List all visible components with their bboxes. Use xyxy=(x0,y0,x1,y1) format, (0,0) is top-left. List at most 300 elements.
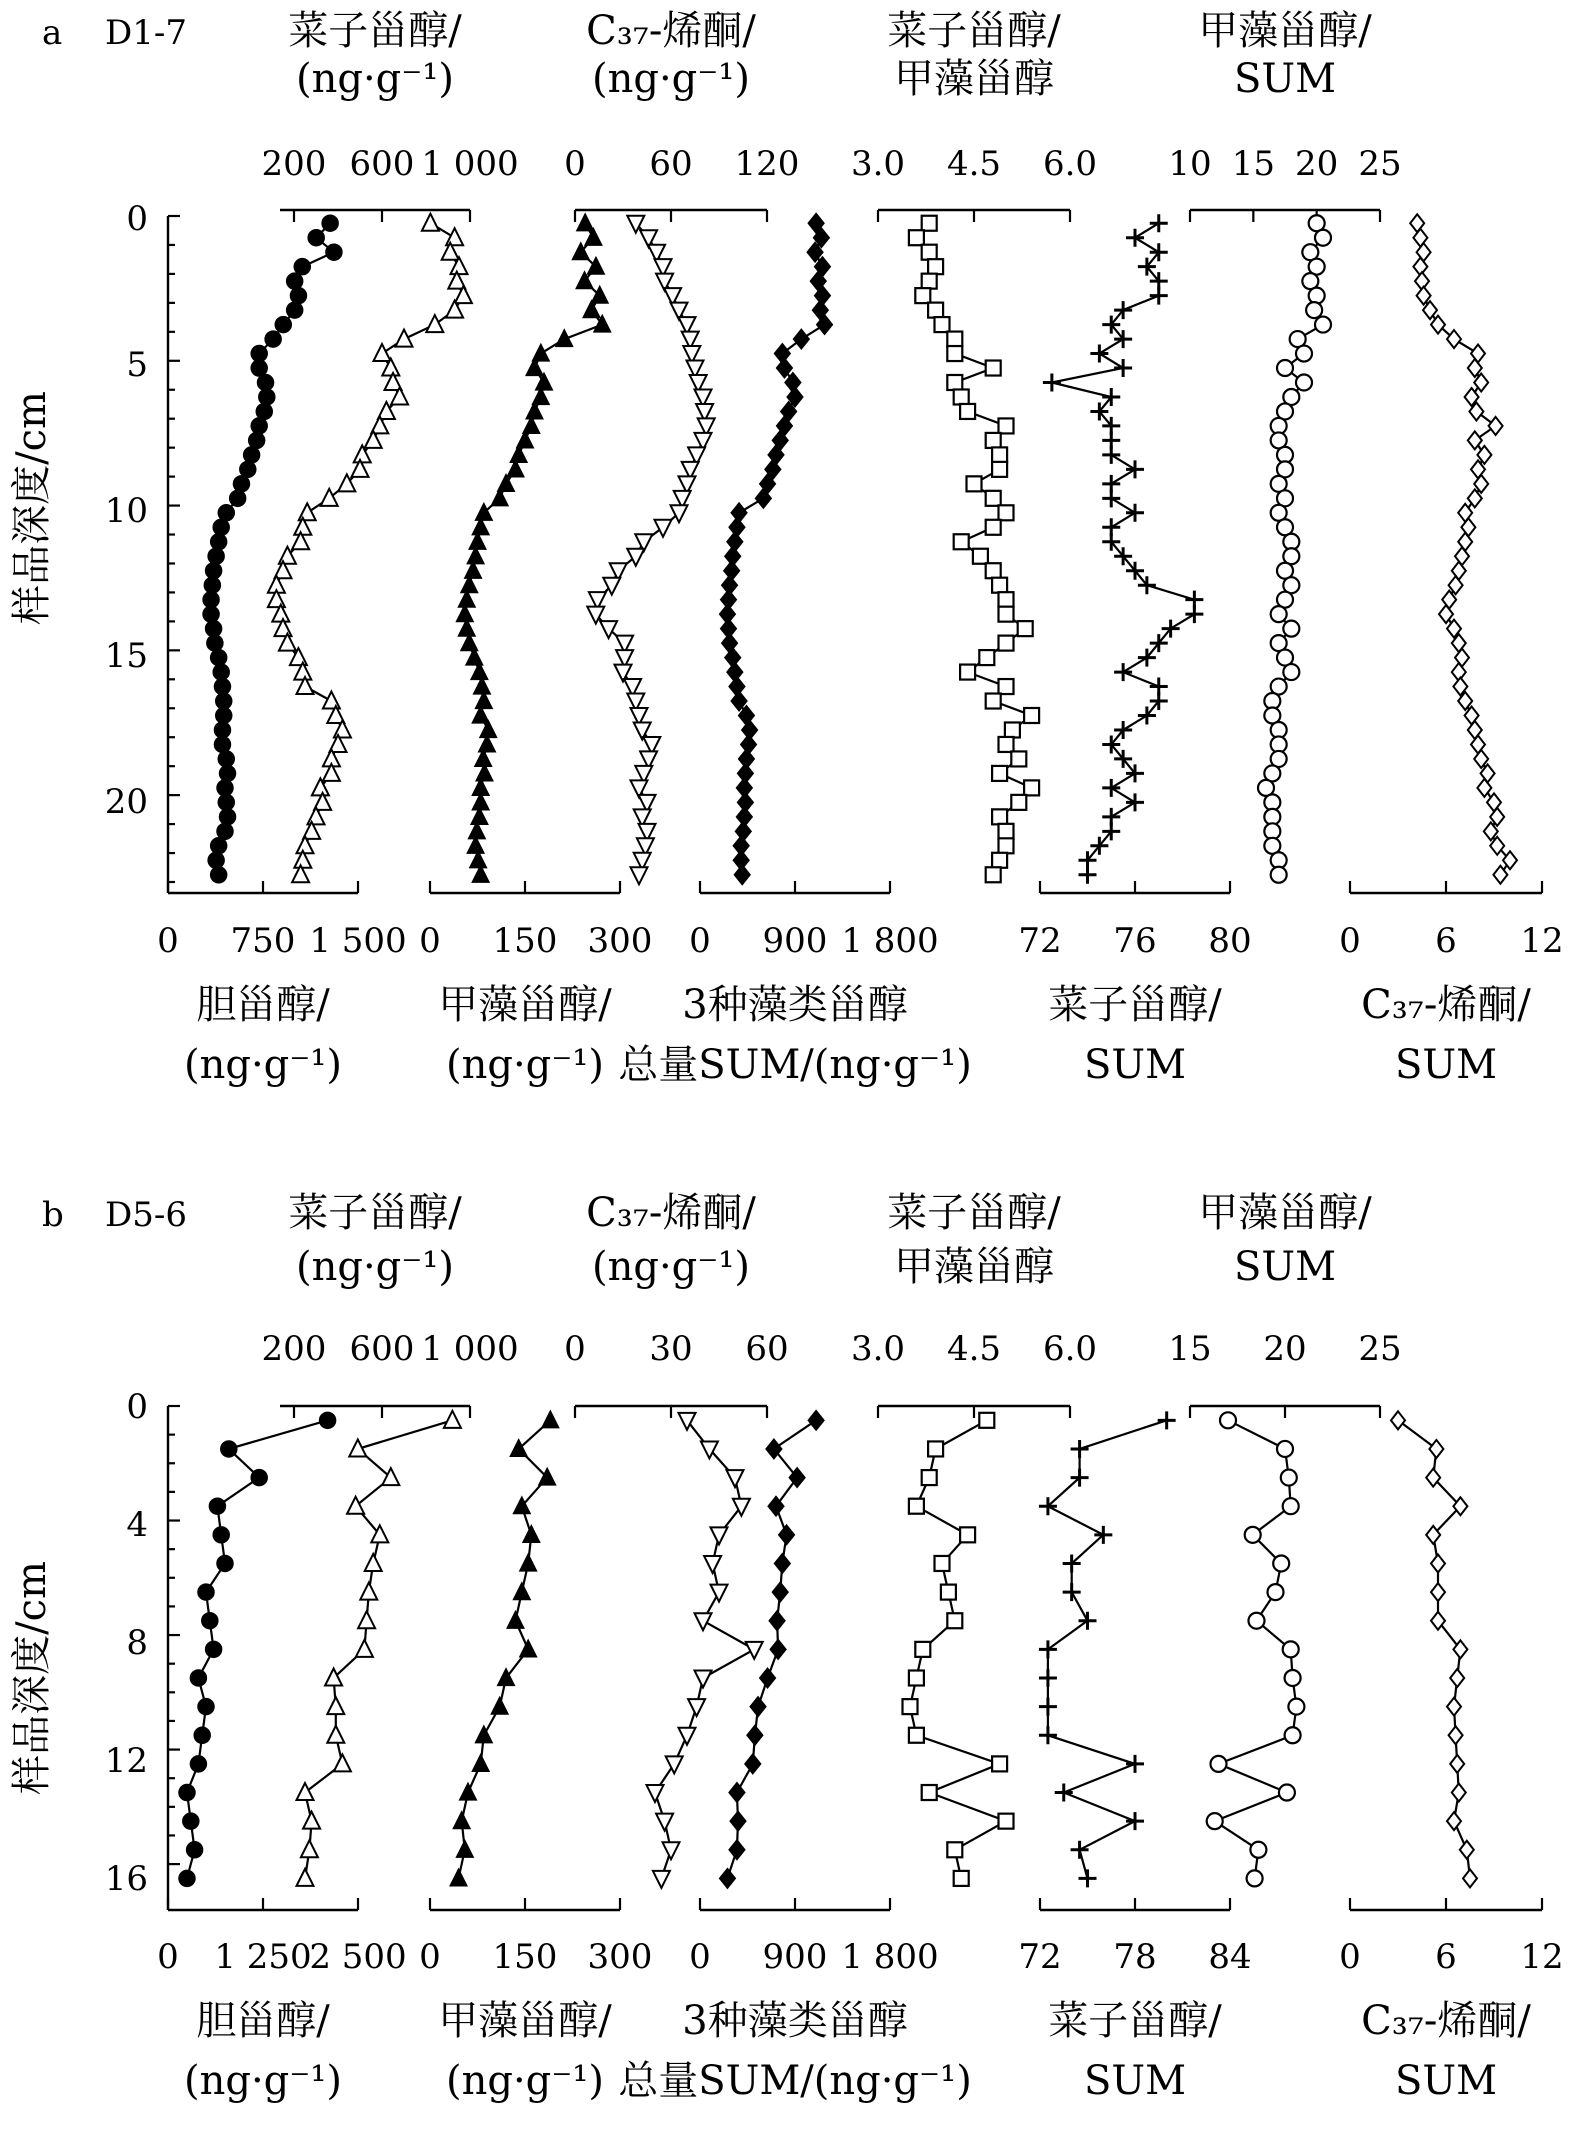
data-point xyxy=(1024,780,1039,795)
data-point xyxy=(202,1613,218,1629)
data-point xyxy=(1296,375,1312,391)
data-point xyxy=(999,824,1014,839)
value-tick-label: 300 xyxy=(587,921,653,961)
panel-b-y-tick-label: 16 xyxy=(104,1859,148,1899)
data-point xyxy=(209,1498,225,1514)
data-point xyxy=(1271,867,1287,883)
data-point xyxy=(475,1726,492,1743)
data-point xyxy=(1024,708,1039,723)
data-point xyxy=(220,809,236,825)
series-axis-title: (ng·g⁻¹) xyxy=(445,2058,605,2104)
value-tick-label: 0 xyxy=(1339,1937,1361,1977)
data-point xyxy=(203,592,219,608)
data-point xyxy=(1011,751,1026,766)
data-point xyxy=(1279,1785,1295,1801)
series-axis-title: 3种藻类甾醇 xyxy=(682,1998,908,2044)
data-point xyxy=(1489,417,1503,435)
value-tick-label: 120 xyxy=(734,144,800,184)
data-point xyxy=(1273,1555,1289,1571)
data-point xyxy=(251,418,267,434)
data-point xyxy=(1102,779,1120,797)
series-axis-title: SUM xyxy=(1083,2058,1187,2104)
data-point xyxy=(915,288,930,303)
data-point xyxy=(774,1553,790,1573)
series-axis-title: (ng·g⁻¹) xyxy=(445,1042,605,1088)
value-tick-label: 300 xyxy=(587,1937,653,1977)
data-point xyxy=(287,273,303,289)
series-axis-title: SUM xyxy=(1233,1244,1337,1290)
value-tick-label: 150 xyxy=(492,921,558,961)
value-tick-label: 20 xyxy=(1295,144,1339,184)
data-point xyxy=(190,1756,206,1772)
data-point xyxy=(1315,317,1331,333)
data-point xyxy=(230,490,246,506)
data-point xyxy=(954,534,969,549)
data-point xyxy=(1447,330,1461,348)
data-point xyxy=(992,462,1007,477)
data-point xyxy=(301,1840,318,1857)
data-point xyxy=(218,751,234,767)
data-point xyxy=(967,476,982,491)
panel-b-letter: b xyxy=(42,1195,64,1235)
data-point xyxy=(909,1728,924,1743)
data-point xyxy=(453,1812,470,1829)
panel-a-station: D1-7 xyxy=(105,13,188,53)
data-point xyxy=(1283,664,1299,680)
data-point xyxy=(297,1869,314,1886)
data-point xyxy=(249,432,265,448)
profile-line xyxy=(459,1420,551,1878)
data-point xyxy=(299,503,316,520)
value-tick-label: 3.0 xyxy=(850,1329,906,1369)
data-point xyxy=(217,1555,233,1571)
data-point xyxy=(513,1583,530,1600)
data-point xyxy=(450,1869,467,1886)
series-axis-title: 甲藻甾醇/ xyxy=(438,1998,612,2044)
data-point xyxy=(1277,360,1293,376)
data-point xyxy=(244,447,260,463)
data-point xyxy=(928,303,943,318)
data-point xyxy=(922,1785,937,1800)
data-point xyxy=(647,1785,664,1802)
data-point xyxy=(258,375,274,391)
series-axis-title: 菜子甾醇/ xyxy=(288,1190,462,1236)
data-point xyxy=(999,505,1014,520)
data-point xyxy=(1102,489,1120,507)
series-axis-title: (ng·g⁻¹) xyxy=(183,1042,343,1088)
data-point xyxy=(986,867,1001,882)
data-point xyxy=(999,418,1014,433)
data-point xyxy=(999,607,1014,622)
data-point xyxy=(928,1441,943,1456)
data-point xyxy=(600,621,617,638)
data-point xyxy=(1447,1812,1461,1830)
panel-b-y-tick-label: 0 xyxy=(126,1387,148,1427)
data-point xyxy=(179,1870,195,1886)
data-point xyxy=(422,214,439,231)
data-point xyxy=(747,1725,763,1745)
data-point xyxy=(446,228,463,245)
data-point xyxy=(1283,1641,1299,1657)
data-point xyxy=(1126,1812,1144,1830)
value-tick-label: 200 xyxy=(261,144,327,184)
series-axis-title: SUM xyxy=(1394,1042,1498,1088)
data-point xyxy=(472,1754,489,1771)
data-point xyxy=(326,244,342,260)
series-axis-title: 菜子甾醇/ xyxy=(887,8,1061,54)
data-point xyxy=(179,1785,195,1801)
data-point xyxy=(776,358,792,378)
data-point xyxy=(396,330,413,347)
panel-a-y-tick-label: 10 xyxy=(104,491,148,531)
data-point xyxy=(992,853,1007,868)
data-point xyxy=(727,1470,744,1487)
panel-b-station: D5-6 xyxy=(105,1195,188,1235)
data-point xyxy=(491,1697,508,1714)
data-point xyxy=(730,1811,746,1831)
data-point xyxy=(382,1468,399,1485)
data-point xyxy=(793,329,809,349)
value-tick-label: 150 xyxy=(492,1937,558,1977)
data-point xyxy=(1071,1440,1089,1458)
data-point xyxy=(321,489,338,506)
data-point xyxy=(779,1525,795,1545)
data-point xyxy=(1449,1726,1463,1744)
value-tick-label: 0 xyxy=(564,1329,586,1369)
data-point xyxy=(992,1756,1007,1771)
data-point xyxy=(308,230,324,246)
value-tick-label: 1 800 xyxy=(841,1937,939,1977)
data-point xyxy=(217,780,233,796)
data-point xyxy=(240,461,256,477)
data-point xyxy=(347,1497,364,1514)
data-point xyxy=(719,1868,735,1888)
value-tick-label: 72 xyxy=(1018,921,1062,961)
data-point xyxy=(365,1554,382,1571)
data-point xyxy=(1296,346,1312,362)
data-point xyxy=(1250,1842,1266,1858)
data-point xyxy=(1102,446,1120,464)
value-tick-label: 20 xyxy=(1263,1329,1307,1369)
series-6 xyxy=(1168,8,1401,883)
data-point xyxy=(808,1410,824,1430)
value-tick-label: 15 xyxy=(1231,144,1275,184)
data-point xyxy=(663,1842,680,1859)
series-7 xyxy=(564,1190,788,1888)
data-point xyxy=(1431,1583,1445,1601)
data-point xyxy=(1011,795,1026,810)
panel-a-y-tick-label: 15 xyxy=(104,636,148,676)
data-point xyxy=(915,1642,930,1657)
panel-a-y-tick-label: 20 xyxy=(104,782,148,822)
data-point xyxy=(1126,504,1144,522)
data-point xyxy=(734,865,750,885)
data-point xyxy=(1114,663,1132,681)
data-point xyxy=(190,1670,206,1686)
value-tick-label: 25 xyxy=(1358,144,1402,184)
data-point xyxy=(211,867,227,883)
data-point xyxy=(770,1639,786,1659)
data-point xyxy=(1450,1755,1464,1773)
data-point xyxy=(1452,1784,1466,1802)
series-2 xyxy=(419,1411,652,2104)
series-axis-title: 3种藻类甾醇 xyxy=(682,982,908,1028)
data-point xyxy=(1126,1755,1144,1773)
data-point xyxy=(1460,1841,1474,1859)
data-point xyxy=(198,1584,214,1600)
data-point xyxy=(221,1441,237,1457)
panel-b-y-tick-label: 4 xyxy=(126,1505,148,1545)
panel-b-y-tick-label: 12 xyxy=(104,1741,148,1781)
data-point xyxy=(909,230,924,245)
data-point xyxy=(999,737,1014,752)
data-point xyxy=(206,1641,222,1657)
series-axis-title: 甲藻甾醇/ xyxy=(1198,1190,1372,1236)
value-tick-label: 12 xyxy=(1520,1937,1564,1977)
data-point xyxy=(208,852,224,868)
data-point xyxy=(426,315,443,332)
data-point xyxy=(992,447,1007,462)
series-axis-title: (ng·g⁻¹) xyxy=(295,1244,455,1290)
profile-line xyxy=(655,1420,754,1878)
data-point xyxy=(320,1412,336,1428)
data-point xyxy=(750,1697,766,1717)
value-tick-label: 0 xyxy=(419,1937,441,1977)
data-point xyxy=(631,867,648,884)
data-point xyxy=(1271,606,1287,622)
value-tick-label: 6.0 xyxy=(1042,144,1098,184)
data-point xyxy=(746,1642,763,1659)
data-point xyxy=(1285,1727,1301,1743)
value-tick-label: 900 xyxy=(762,921,828,961)
data-point xyxy=(297,1783,314,1800)
data-point xyxy=(510,1439,527,1456)
data-point xyxy=(960,665,975,680)
data-point xyxy=(1090,345,1108,363)
data-point xyxy=(208,548,224,564)
data-point xyxy=(695,1670,712,1687)
value-tick-label: 1 500 xyxy=(309,921,407,961)
data-point xyxy=(1309,288,1325,304)
data-point xyxy=(1079,1612,1097,1630)
panel-b xyxy=(9,1190,1564,2104)
series-axis-title: (ng·g⁻¹) xyxy=(183,2058,343,2104)
data-point xyxy=(999,636,1014,651)
data-point xyxy=(1126,460,1144,478)
data-point xyxy=(204,577,220,593)
data-point xyxy=(216,693,232,709)
data-point xyxy=(1063,1583,1081,1601)
data-point xyxy=(1450,1669,1464,1687)
data-point xyxy=(1268,1584,1284,1600)
data-point xyxy=(979,1413,994,1428)
data-point xyxy=(1039,1640,1057,1658)
value-tick-label: 72 xyxy=(1018,1937,1062,1977)
series-axis-title: C₃₇-烯酮/ xyxy=(586,8,756,54)
value-tick-label: 4.5 xyxy=(946,1329,1002,1369)
panel-b-plot xyxy=(157,1190,1563,2104)
series-4 xyxy=(1018,214,1251,1088)
data-point xyxy=(935,317,950,332)
value-tick-label: 0 xyxy=(1339,921,1361,961)
panel-a-y-axis xyxy=(105,199,168,893)
series-8 xyxy=(262,1190,519,1886)
series-axis-title: 菜子甾醇/ xyxy=(1048,982,1222,1028)
value-tick-label: 12 xyxy=(1520,921,1564,961)
data-point xyxy=(729,1840,745,1860)
data-point xyxy=(922,1470,937,1485)
data-point xyxy=(1114,359,1132,377)
data-point xyxy=(1211,1756,1227,1772)
data-point xyxy=(922,274,937,289)
data-point xyxy=(986,433,1001,448)
data-point xyxy=(688,1699,705,1716)
panel-a-y-tick-label: 0 xyxy=(126,199,148,239)
data-point xyxy=(323,692,340,709)
data-point xyxy=(214,679,230,695)
data-point xyxy=(356,1640,373,1657)
panel-b-y-axis xyxy=(105,1387,168,1910)
data-point xyxy=(275,317,291,333)
value-tick-label: 1 250 xyxy=(214,1937,312,1977)
data-point xyxy=(1039,1669,1057,1687)
data-point xyxy=(1431,316,1445,334)
data-point xyxy=(695,1613,712,1630)
series-axis-title: 甲藻甾醇/ xyxy=(438,982,612,1028)
data-point xyxy=(1288,1699,1304,1715)
data-point xyxy=(211,650,227,666)
data-point xyxy=(1315,230,1331,246)
value-tick-label: 1 800 xyxy=(841,921,939,961)
value-tick-label: 0 xyxy=(564,144,586,184)
panel-b-y-axis-label: 样品深度/cm xyxy=(9,1561,55,1795)
data-point xyxy=(986,520,1001,535)
data-point xyxy=(999,592,1014,607)
data-point xyxy=(577,214,594,231)
data-point xyxy=(1283,1498,1299,1514)
value-tick-label: 78 xyxy=(1113,1937,1157,1977)
data-point xyxy=(954,1871,969,1886)
value-tick-label: 15 xyxy=(1168,1329,1212,1369)
data-point xyxy=(922,245,937,260)
data-point xyxy=(922,216,937,231)
data-point xyxy=(214,722,230,738)
data-point xyxy=(265,331,281,347)
data-point xyxy=(986,694,1001,709)
depth-axis-ticks xyxy=(168,216,180,882)
panel-a-y-tick-label: 5 xyxy=(126,345,148,385)
data-point xyxy=(251,360,267,376)
data-point xyxy=(1126,229,1144,247)
data-point xyxy=(327,1697,344,1714)
data-point xyxy=(358,1611,375,1628)
data-point xyxy=(704,1556,721,1573)
data-point xyxy=(1429,1440,1443,1458)
data-point xyxy=(1150,287,1168,305)
value-tick-label: 6 xyxy=(1435,921,1457,961)
data-point xyxy=(999,1814,1014,1829)
value-tick-label: 600 xyxy=(349,144,415,184)
value-tick-label: 750 xyxy=(230,921,296,961)
data-point xyxy=(979,650,994,665)
series-9 xyxy=(1339,214,1563,1088)
data-point xyxy=(973,549,988,564)
data-point xyxy=(290,288,306,304)
series-axis-title: 胆甾醇/ xyxy=(196,982,330,1028)
data-point xyxy=(251,346,267,362)
series-axis-title: SUM xyxy=(1083,1042,1187,1088)
series-axis-title: 胆甾醇/ xyxy=(196,1998,330,2044)
data-point xyxy=(1005,722,1020,737)
data-point xyxy=(1220,1412,1236,1428)
series-axis-title: (ng·g⁻¹) xyxy=(591,1244,751,1290)
data-point xyxy=(1207,1813,1223,1829)
data-point xyxy=(1431,1554,1445,1572)
data-point xyxy=(772,1582,788,1602)
data-point xyxy=(233,476,249,492)
value-tick-label: 76 xyxy=(1113,921,1157,961)
data-point xyxy=(1277,1441,1293,1457)
data-point xyxy=(656,1814,673,1831)
data-point xyxy=(1185,605,1203,623)
series-axis-title: SUM xyxy=(1394,2058,1498,2104)
data-point xyxy=(360,1583,377,1600)
data-point xyxy=(213,664,229,680)
data-point xyxy=(1245,1527,1261,1543)
data-point xyxy=(986,563,1001,578)
series-5 xyxy=(851,1190,1097,1886)
data-point xyxy=(294,259,310,275)
data-point xyxy=(1043,374,1061,392)
value-tick-label: 25 xyxy=(1358,1329,1402,1369)
series-axis-title: (ng·g⁻¹) xyxy=(591,56,751,102)
data-point xyxy=(960,404,975,419)
data-point xyxy=(213,519,229,535)
data-point xyxy=(211,534,227,550)
data-point xyxy=(187,1842,203,1858)
data-point xyxy=(256,403,272,419)
data-point xyxy=(213,1527,229,1543)
data-point xyxy=(1018,621,1033,636)
data-point xyxy=(456,1840,473,1857)
panel-a-letter: a xyxy=(42,13,63,53)
data-point xyxy=(947,332,962,347)
data-point xyxy=(1447,1698,1461,1716)
data-point xyxy=(729,1783,745,1803)
data-point xyxy=(947,1613,962,1628)
series-axis-title: 菜子甾醇/ xyxy=(887,1190,1061,1236)
series-7 xyxy=(564,8,799,884)
series-3 xyxy=(618,213,972,1088)
data-point xyxy=(947,1842,962,1857)
series-axis-title: 总量SUM/(ng·g⁻¹) xyxy=(618,1042,972,1088)
series-1 xyxy=(157,1412,406,2104)
series-axis-title: C₃₇-烯酮/ xyxy=(1361,982,1531,1028)
value-tick-label: 1 000 xyxy=(421,144,519,184)
series-axis-title: 甲藻甾醇 xyxy=(894,1244,1054,1290)
data-point xyxy=(1071,1841,1089,1859)
value-tick-label: 0 xyxy=(157,921,179,961)
value-tick-label: 10 xyxy=(1168,144,1212,184)
data-point xyxy=(986,491,1001,506)
panel-a-y-axis-label: 样品深度/cm xyxy=(9,391,55,625)
data-point xyxy=(935,1556,950,1571)
data-point xyxy=(206,563,222,579)
data-point xyxy=(198,1699,214,1715)
data-point xyxy=(711,1527,728,1544)
series-axis-title: 菜子甾醇/ xyxy=(288,8,462,54)
data-point xyxy=(1249,1613,1265,1629)
